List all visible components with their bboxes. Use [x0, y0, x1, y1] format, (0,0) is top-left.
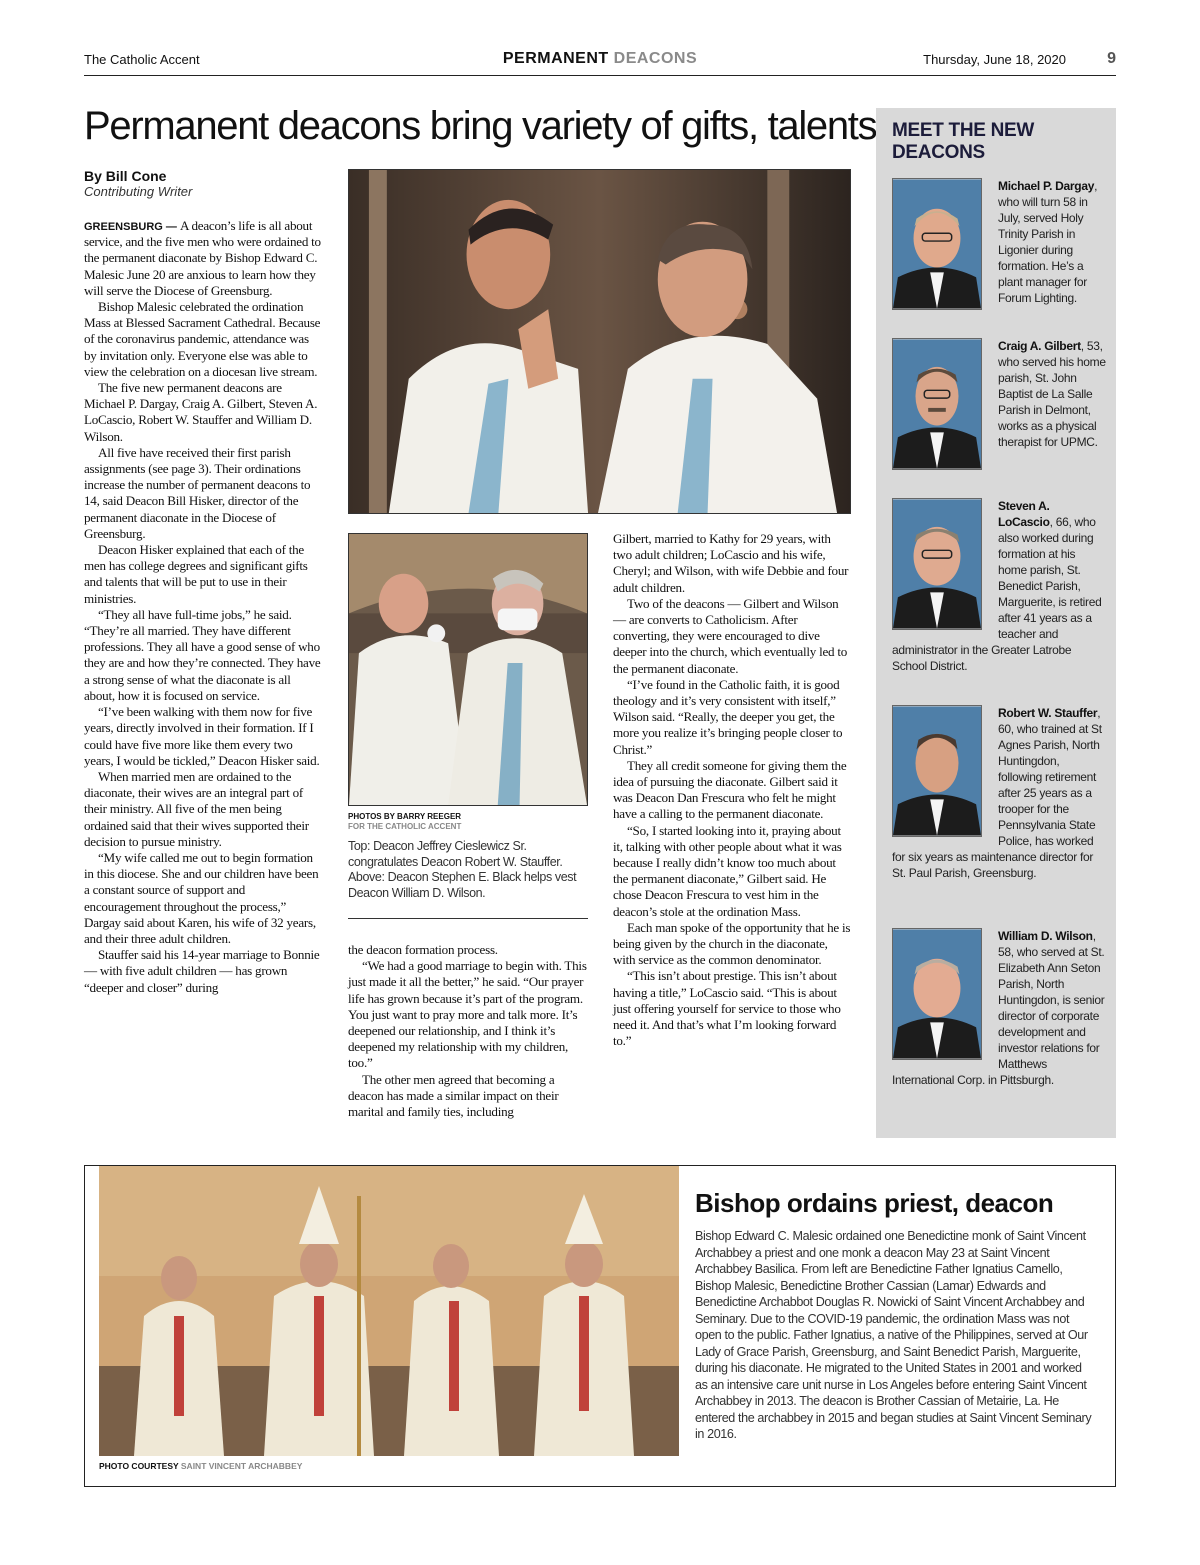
article-paragraph: They all credit someone for giving them the idea of pursuing the diaconate. Gilbert said it was Deacon Dan Frescura who felt he might have a calling to the permanent diaconate.: [613, 757, 847, 822]
deacon-name: Steven A. LoCascio: [998, 499, 1050, 529]
article-paragraph: Stauffer said his 14-year marriage to Bonnie — with five adult children — has grown “deeper and closer” during: [84, 947, 320, 995]
deacon-profile: [892, 498, 1106, 674]
article-paragraph: The five new permanent deacons are Michael P. Dargay, Craig A. Gilbert, Steven A. LoCascio, Robert W. Stauffer and William D. Wilson.: [84, 380, 318, 444]
section-title-light: DEACONS: [613, 50, 698, 67]
deacon-bio: , 53, who served his home parish, St. John Baptist de La Salle Parish in Delmont, works as a physical therapist for UPMC.: [998, 339, 1106, 449]
photo-ordination-group: [99, 1166, 679, 1456]
caption-divider: [348, 918, 588, 919]
deacon-name: Michael P. Dargay: [998, 179, 1095, 193]
article-paragraph: “This isn’t about prestige. This isn’t about having a title,” LoCascio said. “This is about just offering yourself for service to those who need it. And that’s what I’m looking forward to.”: [613, 968, 841, 1049]
article-column-2: [348, 942, 588, 1120]
deacon-portrait: [892, 498, 982, 630]
article-paragraph: “They all have full-time jobs,” he said. “They’re all married. They have different professions. They all have a good sense of who they are and how they’re connected. They have a strong sense of what the diaconate is all about, how it is focused on service.: [84, 606, 321, 703]
ordination-story-box: [84, 1165, 1116, 1487]
photo-credit: PHOTOS BY BARRY REEGER FOR THE CATHOLIC ACCENT: [348, 812, 462, 831]
photo-deacons-congratulate: [348, 169, 851, 514]
photo-deacon-vesting: [348, 533, 588, 806]
article-paragraph: When married men are ordained to the diaconate, their wives are an integral part of their ministry. All five of the men being ordained said that their wives supported their decision to pursue ministry.: [84, 768, 309, 849]
article-paragraph: All five have received their first parish assignments (see page 3). Their ordinations increase the number of permanent deacons to 14, said Deacon Bill Hisker, director of the permanent diaconate in the Diocese of Greensburg.: [84, 444, 311, 541]
byline-role: Contributing Writer: [84, 184, 193, 199]
article-paragraph: Two of the deacons — Gilbert and Wilson — are converts to Catholicism. After converting, they were encouraged to dive deeper into the church, which eventually led to the permanent diaconate.: [613, 595, 848, 676]
deacon-name: Robert W. Stauffer: [998, 706, 1098, 720]
photo-credit: PHOTO COURTESY SAINT VINCENT ARCHABBEY: [99, 1461, 303, 1471]
dateline: GREENSBURG —: [84, 221, 180, 233]
deacon-name: William D. Wilson: [998, 929, 1093, 943]
page-header: [84, 48, 1116, 76]
deacon-bio: , 58, who served at St. Elizabeth Ann Seton Parish, North Huntingdon, is senior director of corporate development and investor relations for Matthews International Corp. in Pittsburgh.: [892, 929, 1105, 1087]
article-paragraph: GREENSBURG — A deacon’s life is all about service, and the five men who were ordained to the permanent diaconate by Bishop Edward C. Malesic June 20 are anxious to learn how they will serve the Diocese of Greensburg.: [84, 218, 321, 298]
article-column-1: [84, 218, 324, 996]
story-headline: Bishop ordains priest, deacon: [695, 1188, 1054, 1218]
deacon-bio: , 60, who trained at St Agnes Parish, North Huntingdon, following retirement after 25 years as a trooper for the Pennsylvania State Police, has worked for six years as maintenance director for St. Paul Parish, Greensburg.: [892, 706, 1102, 880]
deacon-bio: , who will turn 58 in July, served Holy Trinity Parish in Ligonier during formation. He’s a plant manager for Forum Lighting.: [998, 179, 1098, 305]
article-headline: Permanent deacons bring variety of gifts, talents: [84, 104, 877, 148]
deacon-portrait: [892, 928, 982, 1060]
sidebar-title: MEET THE NEW DEACONS: [892, 120, 1035, 163]
article-paragraph: Each man spoke of the opportunity that he is being given by the church in the diaconate, with service as the common denominator.: [613, 919, 851, 968]
page-number: 9: [1107, 50, 1116, 67]
deacon-profile: [892, 338, 1106, 474]
article-column-3: [613, 531, 851, 1050]
deacon-profile: [892, 178, 1106, 314]
deacon-bio: , 66, who also worked during formation at his home parish, St. Benedict Parish, Marguerite, is retired after 41 years as a teacher and administrator in the Greater Latrobe School District.: [892, 515, 1102, 673]
deacon-name: Craig A. Gilbert: [998, 339, 1081, 353]
photo-caption: Top: Deacon Jeffrey Cieslewicz Sr. congratulates Deacon Robert W. Stauffer. Above: Deacon Stephen E. Black helps vest Deacon William D. Wilson.: [348, 839, 577, 900]
article-paragraph: Deacon Hisker explained that each of the men has college degrees and significant gifts and talents that will be put to use in their ministries.: [84, 542, 308, 606]
publication-name: The Catholic Accent: [84, 52, 200, 67]
byline: By Bill Cone: [84, 168, 167, 184]
article-paragraph: Bishop Malesic celebrated the ordination Mass at Blessed Sacrament Cathedral. Because of the coronavirus pandemic, attendance was by invitation only. Everyone else was able to view the celebration on a diocesan live stream.: [84, 299, 321, 379]
section-title-bold: PERMANENT: [502, 50, 609, 67]
article-paragraph: Gilbert, married to Kathy for 29 years, with two adult children; LoCascio and his wife, Cheryl; and Wilson, with wife Debbie and four adult children.: [613, 531, 849, 595]
article-paragraph: “I’ve found in the Catholic faith, it is good theology and it’s very consistent with itself,” Wilson said. “Really, the deeper you get, the more you realize it’s bringing people closer to Christ.”: [613, 676, 843, 757]
story-body: Bishop Edward C. Malesic ordained one Benedictine monk of Saint Vincent Archabbey a priest and one monk a deacon May 23 at Saint Vincent Archabbey Basilica. From left are Benedictine Father Ignatius Camello, Bishop Malesic, Benedictine Brother Cassian (Lamar) Edwards and Benedictine Archabbot Douglas R. Nowicki of Saint Vincent Archabbey and Seminary. Due to the COVID-19 pandemic, the ordination Mass was not open to the public. Father Ignatius, a native of the Philippines, served at Our Lady of Grace Parish, Greensburg, and Saint Benedict Parish, Marguerite, during his diaconate. He migrated to the United States in 2001 and worked as an intensive care unit nurse in Los Angeles before entering Saint Vincent Archabbey in 2013. The deacon is Brother Cassian of Metairie, La. He entered the archabbey in 2015 and began studies at Saint Vincent Seminary in 2016.: [695, 1229, 1092, 1441]
deacon-profile: [892, 928, 1106, 1088]
article-paragraph: “I’ve been walking with them now for five years, directly involved in their formation. If I could have five more like them every two years, I would be tickled,” Deacon Hisker said.: [84, 704, 320, 768]
article-paragraph: The other men agreed that becoming a deacon has made a similar impact on their marital and family ties, including: [348, 1071, 559, 1120]
article-paragraph: the deacon formation process.: [348, 942, 498, 957]
issue-date: Thursday, June 18, 2020: [923, 52, 1066, 67]
article-paragraph: “My wife called me out to begin formation in this diocese. She and our children have been a constant source of support and encouragement throughout the process,” Dargay said about Karen, his wife of 32 years, and their three adult children.: [84, 849, 319, 946]
meet-the-deacons-sidebar: [876, 108, 1116, 1138]
deacon-portrait: [892, 178, 982, 310]
deacon-portrait: [892, 705, 982, 837]
deacon-profile: [892, 705, 1106, 881]
deacon-portrait: [892, 338, 982, 470]
article-paragraph: “So, I started looking into it, praying about it, talking with other people about what it was because I really didn’t know too much about the permanent diaconate,” Gilbert said. He chose Deacon Frescura to vest him in the deacon’s stole at the ordination Mass.: [613, 822, 842, 919]
article-paragraph: “We had a good marriage to begin with. This just made it all the better,” he said. “Our prayer life has grown because it’s part of the program. You just want to pray more and talk more. It’s deepened our relationship, and I think it’s deepened my relationship with my children, too.”: [348, 958, 587, 1071]
